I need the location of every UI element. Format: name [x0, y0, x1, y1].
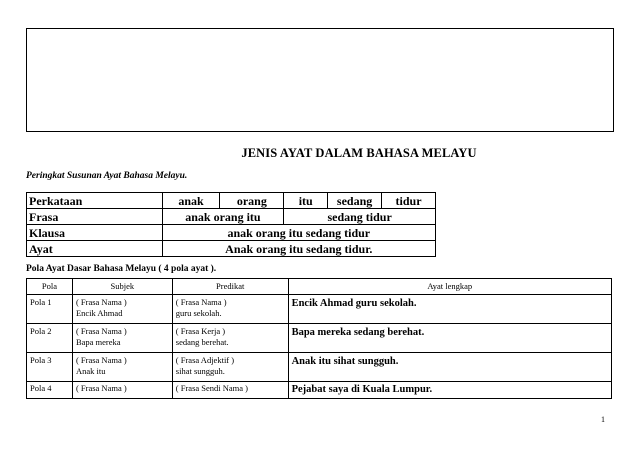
sentence-pattern-table — [26, 278, 612, 399]
pola-label: Pola 4 — [27, 382, 73, 399]
word-cell: itu — [284, 193, 328, 209]
subjek-type: ( Frasa Nama ) — [75, 326, 127, 336]
structure-level-label: Perkataan — [27, 193, 163, 209]
structure-row-ayat — [27, 241, 436, 257]
structure-row-perkataan — [27, 193, 436, 209]
predikat-example: sedang berehat. — [175, 337, 229, 347]
predikat-type: ( Frasa Nama ) — [175, 297, 227, 307]
structure-row-frasa — [27, 209, 436, 225]
pattern-row-3 — [27, 353, 612, 382]
predikat-example: guru sekolah. — [175, 308, 222, 318]
predikat-example: sihat sungguh. — [175, 366, 225, 376]
pola-label: Pola 3 — [27, 353, 73, 382]
column-header-pola: Pola — [27, 279, 73, 295]
full-sentence: Bapa mereka sedang berehat. — [288, 324, 611, 353]
sentence-cell: Anak orang itu sedang tidur. — [162, 241, 435, 257]
document-title — [0, 146, 638, 161]
subjek-cell — [72, 353, 172, 382]
predikat-type: ( Frasa Adjektif ) — [175, 355, 235, 365]
column-header-ayat-lengkap: Ayat lengkap — [288, 279, 611, 295]
word-cell: tidur — [382, 193, 436, 209]
word-cell: orang — [220, 193, 284, 209]
predikat-cell — [172, 324, 288, 353]
subjek-example: Anak itu — [75, 366, 106, 376]
section-heading-structure: Peringkat Susunan Ayat Bahasa Melayu. — [26, 171, 188, 181]
pola-label: Pola 1 — [27, 295, 73, 324]
structure-level-label: Ayat — [27, 241, 163, 257]
pattern-header-row — [27, 279, 612, 295]
phrase-cell: sedang tidur — [284, 209, 436, 225]
full-sentence: Encik Ahmad guru sekolah. — [288, 295, 611, 324]
header-box — [26, 28, 614, 132]
phrase-cell: anak orang itu — [162, 209, 284, 225]
page-number: 1 — [601, 415, 605, 424]
subjek-example: Encik Ahmad — [75, 308, 123, 318]
structure-level-label: Klausa — [27, 225, 163, 241]
clause-cell: anak orang itu sedang tidur — [162, 225, 435, 241]
pola-label: Pola 2 — [27, 324, 73, 353]
predikat-type: ( Frasa Kerja ) — [175, 326, 226, 336]
sentence-structure-table — [26, 192, 436, 257]
structure-row-klausa — [27, 225, 436, 241]
full-sentence: Anak itu sihat sungguh. — [288, 353, 611, 382]
subjek-type: ( Frasa Nama ) — [75, 383, 127, 393]
word-cell: sedang — [328, 193, 382, 209]
subjek-type: ( Frasa Nama ) — [75, 355, 127, 365]
subjek-example: Bapa mereka — [75, 337, 121, 347]
section-heading-patterns: Pola Ayat Dasar Bahasa Melayu ( 4 pola ayat ). — [26, 264, 217, 274]
pattern-row-2 — [27, 324, 612, 353]
pattern-row-4 — [27, 382, 612, 399]
predikat-type: ( Frasa Sendi Nama ) — [175, 383, 249, 393]
pattern-row-1 — [27, 295, 612, 324]
predikat-cell — [172, 295, 288, 324]
document-title-text: JENIS AYAT DALAM BAHASA MELAYU — [241, 146, 477, 160]
predikat-cell — [172, 353, 288, 382]
subjek-cell — [72, 295, 172, 324]
subjek-cell — [72, 324, 172, 353]
column-header-predikat: Predikat — [172, 279, 288, 295]
word-cell: anak — [162, 193, 220, 209]
subjek-cell — [72, 382, 172, 399]
predikat-cell — [172, 382, 288, 399]
structure-level-label: Frasa — [27, 209, 163, 225]
column-header-subjek: Subjek — [72, 279, 172, 295]
subjek-type: ( Frasa Nama ) — [75, 297, 127, 307]
full-sentence: Pejabat saya di Kuala Lumpur. — [288, 382, 611, 399]
